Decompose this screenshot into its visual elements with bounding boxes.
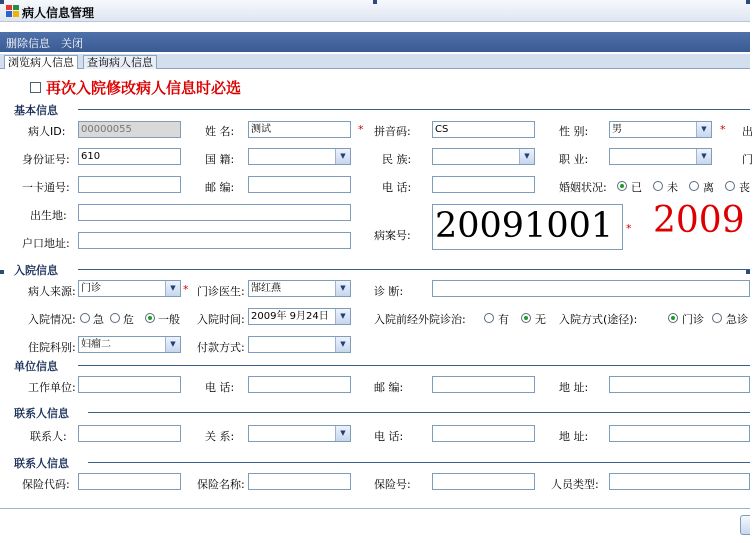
- contact-address-label: 地 址:: [559, 430, 589, 443]
- chevron-down-icon[interactable]: ▼: [335, 281, 350, 296]
- birthplace-label: 出生地:: [30, 209, 67, 222]
- pinyin-label: 拼音码:: [374, 125, 411, 138]
- case-no-field[interactable]: 20091001: [432, 204, 623, 250]
- work-unit-label: 工作单位:: [28, 381, 76, 394]
- insurance-name-label: 保险名称:: [197, 478, 245, 491]
- section-divider: [88, 412, 750, 413]
- gender-value: 男: [612, 124, 622, 135]
- condition-radio-critical[interactable]: [110, 313, 120, 323]
- resize-handle-left-mid[interactable]: [0, 270, 4, 274]
- patient-id-label: 病人ID:: [28, 125, 66, 138]
- admit-way-label: 入院方式(途径):: [559, 313, 638, 326]
- work-zip-field[interactable]: [432, 376, 535, 393]
- dept-label: 住院科别:: [28, 341, 76, 354]
- gender-label: 性 别:: [559, 125, 589, 138]
- insurance-code-field[interactable]: [78, 473, 181, 490]
- marital-option-married: 已: [631, 181, 642, 194]
- patient-id-field: 00000055: [78, 121, 181, 138]
- admit-way-radio-outpatient[interactable]: [668, 313, 678, 323]
- menu-bar: [0, 32, 750, 52]
- diagnosis-field[interactable]: [432, 280, 750, 297]
- pinyin-field[interactable]: CS: [432, 121, 535, 138]
- section-divider: [78, 365, 750, 366]
- marital-radio-divorced[interactable]: [689, 181, 699, 191]
- admit-way-option-emergency: 急诊: [726, 313, 748, 326]
- phone-field[interactable]: [432, 176, 535, 193]
- chevron-down-icon[interactable]: ▼: [335, 426, 350, 441]
- insurance-name-field[interactable]: [248, 473, 351, 490]
- ethnic-label: 民 族:: [382, 153, 412, 166]
- readmit-note: 再次入院修改病人信息时必选: [46, 79, 242, 97]
- app-logo-icon: [6, 5, 19, 17]
- prior-care-radio-yes[interactable]: [484, 313, 494, 323]
- relation-select[interactable]: [248, 425, 351, 442]
- resize-handle-top-mid[interactable]: [373, 0, 377, 4]
- doctor-label: 门诊医生:: [197, 285, 245, 298]
- marital-option-divorced: 离: [703, 181, 714, 194]
- source-value: 门诊: [81, 283, 101, 294]
- prior-care-radio-no[interactable]: [521, 313, 531, 323]
- doctor-select[interactable]: [248, 280, 351, 297]
- marital-radio-married[interactable]: [617, 181, 627, 191]
- work-phone-label: 电 话:: [205, 381, 235, 394]
- required-mark: *: [358, 123, 364, 136]
- ethnic-select[interactable]: [432, 148, 535, 165]
- chevron-down-icon[interactable]: ▼: [165, 337, 180, 352]
- tab-strip: [0, 54, 750, 69]
- marital-radio-single[interactable]: [653, 181, 663, 191]
- source-label: 病人来源:: [28, 285, 76, 298]
- gender-select[interactable]: [609, 121, 712, 138]
- required-mark: *: [626, 222, 632, 235]
- prior-care-option-no: 无: [535, 313, 546, 326]
- admit-time-picker[interactable]: [248, 308, 351, 325]
- marital-option-single: 未: [667, 181, 678, 194]
- payment-label: 付款方式:: [197, 341, 245, 354]
- idcard-label: 身份证号:: [22, 153, 70, 166]
- section-insurance-title: 联系人信息: [14, 457, 69, 470]
- admit-time-value: 2009年 9月24日: [251, 311, 329, 322]
- case-no-label: 病案号:: [374, 229, 411, 242]
- source-select[interactable]: [78, 280, 181, 297]
- resize-handle-right-mid[interactable]: [746, 270, 750, 274]
- section-divider: [78, 269, 750, 270]
- marital-label: 婚姻状况:: [559, 181, 607, 194]
- insurance-number-field[interactable]: [432, 473, 535, 490]
- work-zip-label: 邮 编:: [374, 381, 404, 394]
- section-basic-title: 基本信息: [14, 104, 58, 117]
- tab-browse-patient[interactable]: 浏览病人信息: [4, 55, 78, 69]
- insurance-code-label: 保险代码:: [22, 478, 70, 491]
- nationality-label: 国 籍:: [205, 153, 235, 166]
- contact-person-field[interactable]: [78, 425, 181, 442]
- relation-label: 关 系:: [205, 430, 235, 443]
- hukou-label: 户口地址:: [22, 237, 70, 250]
- work-address-field[interactable]: [609, 376, 750, 393]
- diagnosis-label: 诊 断:: [374, 285, 404, 298]
- bottom-divider: [0, 508, 750, 509]
- marital-radio-widowed[interactable]: [725, 181, 735, 191]
- chevron-down-icon[interactable]: ▼: [335, 149, 350, 164]
- section-work-title: 单位信息: [14, 360, 58, 373]
- idcard-field[interactable]: 610: [78, 148, 181, 165]
- admit-time-label: 入院时间:: [197, 313, 245, 326]
- name-label: 姓 名:: [205, 125, 235, 138]
- person-type-field[interactable]: [609, 473, 750, 490]
- zip-field[interactable]: [248, 176, 351, 193]
- card-label: 一卡通号:: [22, 181, 70, 194]
- dept-select[interactable]: [78, 336, 181, 353]
- condition-option-normal: 一般: [158, 313, 180, 326]
- resize-handle-top-left[interactable]: [0, 0, 4, 4]
- condition-radio-urgent[interactable]: [80, 313, 90, 323]
- window-title: 病人信息管理: [22, 6, 95, 20]
- work-unit-field[interactable]: [78, 376, 181, 393]
- phone-label: 电 话:: [382, 181, 412, 194]
- name-field[interactable]: 测试: [248, 121, 351, 138]
- job-select[interactable]: [609, 148, 712, 165]
- marital-option-widowed: 丧: [739, 181, 750, 194]
- tab-query-patient[interactable]: 查询病人信息: [83, 55, 157, 69]
- section-divider: [78, 109, 750, 110]
- contact-person-label: 联系人:: [30, 430, 67, 443]
- zip-label: 邮 编:: [205, 181, 235, 194]
- work-phone-field[interactable]: [248, 376, 351, 393]
- admit-way-radio-emergency[interactable]: [712, 313, 722, 323]
- work-address-label: 地 址:: [559, 381, 589, 394]
- section-contact-title: 联系人信息: [14, 407, 69, 420]
- section-divider: [88, 462, 750, 463]
- card-field[interactable]: [78, 176, 181, 193]
- insurance-number-label: 保险号:: [374, 478, 411, 491]
- prior-care-option-yes: 有: [498, 313, 509, 326]
- required-mark: *: [720, 123, 726, 136]
- condition-option-urgent: 急: [93, 313, 104, 326]
- case-no-display: 2009: [653, 200, 745, 241]
- chevron-down-icon[interactable]: ▼: [696, 122, 711, 137]
- chevron-down-icon[interactable]: ▼: [165, 281, 180, 296]
- nationality-select[interactable]: [248, 148, 351, 165]
- payment-select[interactable]: [248, 336, 351, 353]
- admit-way-option-outpatient: 门诊: [682, 313, 704, 326]
- save-button-partial[interactable]: [740, 515, 750, 535]
- contact-phone-label: 电 话:: [374, 430, 404, 443]
- birthplace-field[interactable]: [78, 204, 351, 221]
- condition-radio-normal[interactable]: [145, 313, 155, 323]
- close-menu-item[interactable]: 关闭: [61, 37, 83, 50]
- condition-label: 入院情况:: [28, 313, 76, 326]
- doctor-value: 郜红燕: [251, 283, 281, 294]
- dept-value: 妇瘤二: [81, 339, 111, 350]
- chevron-down-icon[interactable]: ▼: [335, 337, 350, 352]
- chevron-down-icon[interactable]: ▼: [696, 149, 711, 164]
- resize-handle-top-right[interactable]: [746, 0, 750, 4]
- person-type-label: 人员类型:: [551, 478, 599, 491]
- birth-label-cut: 出: [742, 125, 753, 138]
- condition-option-critical: 危: [123, 313, 134, 326]
- prior-care-label: 入院前经外院诊治:: [374, 313, 466, 326]
- chevron-down-icon[interactable]: ▼: [519, 149, 534, 164]
- required-mark: *: [183, 283, 189, 296]
- clinic-label-cut: 门: [742, 153, 753, 166]
- hukou-field[interactable]: [78, 232, 351, 249]
- contact-address-field[interactable]: [609, 425, 750, 442]
- readmit-checkbox[interactable]: [30, 82, 41, 93]
- chevron-down-icon[interactable]: ▼: [335, 309, 350, 324]
- job-label: 职 业:: [559, 153, 589, 166]
- section-admission-title: 入院信息: [14, 264, 58, 277]
- contact-phone-field[interactable]: [432, 425, 535, 442]
- delete-info-menu-item[interactable]: 删除信息: [6, 37, 50, 50]
